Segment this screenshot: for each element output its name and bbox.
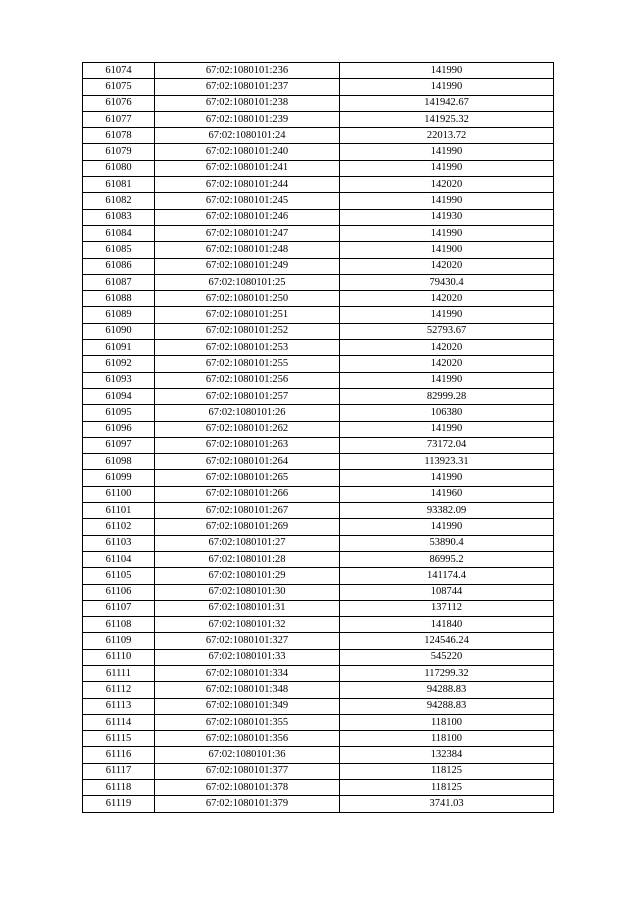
value-cell: 137112 [340,600,554,616]
value-cell: 141990 [340,470,554,486]
row-number-cell: 61077 [83,111,155,127]
table-row [83,356,554,372]
cadastral-number-cell: 67:02:1080101:252 [155,323,340,339]
cadastral-number-cell: 67:02:1080101:29 [155,568,340,584]
cadastral-number-cell: 67:02:1080101:246 [155,209,340,225]
table-row [83,307,554,323]
value-cell: 141174.4 [340,568,554,584]
value-cell: 142020 [340,291,554,307]
row-number-cell: 61091 [83,340,155,356]
table-body [83,63,554,813]
cadastral-number-cell: 67:02:1080101:253 [155,340,340,356]
value-cell: 117299.32 [340,665,554,681]
value-cell: 545220 [340,649,554,665]
table-row [83,79,554,95]
table-row [83,649,554,665]
value-cell: 93382.09 [340,503,554,519]
table-row [83,258,554,274]
cadastral-number-cell: 67:02:1080101:334 [155,665,340,681]
value-cell: 141990 [340,63,554,79]
cadastral-number-cell: 67:02:1080101:36 [155,747,340,763]
table-row [83,454,554,470]
cadastral-number-cell: 67:02:1080101:30 [155,584,340,600]
cadastral-number-cell: 67:02:1080101:33 [155,649,340,665]
value-cell: 141990 [340,193,554,209]
row-number-cell: 61076 [83,95,155,111]
row-number-cell: 61095 [83,405,155,421]
cadastral-number-cell: 67:02:1080101:349 [155,698,340,714]
cadastral-number-cell: 67:02:1080101:264 [155,454,340,470]
row-number-cell: 61084 [83,225,155,241]
row-number-cell: 61104 [83,551,155,567]
table-row [83,665,554,681]
row-number-cell: 61116 [83,747,155,763]
row-number-cell: 61111 [83,665,155,681]
cadastral-number-cell: 67:02:1080101:25 [155,274,340,290]
row-number-cell: 61081 [83,177,155,193]
cadastral-number-cell: 67:02:1080101:24 [155,128,340,144]
row-number-cell: 61114 [83,714,155,730]
value-cell: 141990 [340,225,554,241]
cadastral-number-cell: 67:02:1080101:250 [155,291,340,307]
value-cell: 118100 [340,714,554,730]
row-number-cell: 61086 [83,258,155,274]
cadastral-number-cell: 67:02:1080101:256 [155,372,340,388]
value-cell: 106380 [340,405,554,421]
row-number-cell: 61094 [83,388,155,404]
cadastral-number-cell: 67:02:1080101:241 [155,160,340,176]
value-cell: 141990 [340,372,554,388]
cadastral-number-cell: 67:02:1080101:244 [155,177,340,193]
row-number-cell: 61105 [83,568,155,584]
row-number-cell: 61119 [83,796,155,812]
table-row [83,568,554,584]
table-row [83,193,554,209]
cadastral-number-cell: 67:02:1080101:267 [155,503,340,519]
table-row [83,486,554,502]
table-row [83,160,554,176]
value-cell: 118125 [340,763,554,779]
table-row [83,584,554,600]
table-row [83,731,554,747]
cadastral-number-cell: 67:02:1080101:27 [155,535,340,551]
value-cell: 141840 [340,617,554,633]
value-cell: 124546.24 [340,633,554,649]
value-cell: 118125 [340,780,554,796]
cadastral-number-cell: 67:02:1080101:245 [155,193,340,209]
value-cell: 108744 [340,584,554,600]
value-cell: 22013.72 [340,128,554,144]
table-row [83,388,554,404]
table-row [83,682,554,698]
value-cell: 141990 [340,519,554,535]
row-number-cell: 61107 [83,600,155,616]
cadastral-number-cell: 67:02:1080101:377 [155,763,340,779]
row-number-cell: 61113 [83,698,155,714]
table-row [83,747,554,763]
row-number-cell: 61115 [83,731,155,747]
table-row [83,503,554,519]
row-number-cell: 61092 [83,356,155,372]
row-number-cell: 61087 [83,274,155,290]
cadastral-number-cell: 67:02:1080101:257 [155,388,340,404]
table-row [83,519,554,535]
table-row [83,63,554,79]
value-cell: 141942.67 [340,95,554,111]
cadastral-number-cell: 67:02:1080101:379 [155,796,340,812]
table-row [83,405,554,421]
row-number-cell: 61117 [83,763,155,779]
value-cell: 52793.67 [340,323,554,339]
value-cell: 142020 [340,177,554,193]
table-row [83,177,554,193]
value-cell: 141990 [340,144,554,160]
cadastral-number-cell: 67:02:1080101:31 [155,600,340,616]
table-row [83,242,554,258]
table-row [83,780,554,796]
value-cell: 3741.03 [340,796,554,812]
cadastral-number-cell: 67:02:1080101:266 [155,486,340,502]
cadastral-number-cell: 67:02:1080101:378 [155,780,340,796]
cadastral-number-cell: 67:02:1080101:251 [155,307,340,323]
table-row [83,95,554,111]
row-number-cell: 61088 [83,291,155,307]
row-number-cell: 61118 [83,780,155,796]
cadastral-number-cell: 67:02:1080101:28 [155,551,340,567]
cadastral-number-cell: 67:02:1080101:26 [155,405,340,421]
table-row [83,617,554,633]
cadastral-number-cell: 67:02:1080101:248 [155,242,340,258]
cadastral-number-cell: 67:02:1080101:327 [155,633,340,649]
cadastral-number-cell: 67:02:1080101:356 [155,731,340,747]
table-row [83,111,554,127]
row-number-cell: 61093 [83,372,155,388]
cadastral-number-cell: 67:02:1080101:238 [155,95,340,111]
value-cell: 141900 [340,242,554,258]
table-row [83,535,554,551]
row-number-cell: 61074 [83,63,155,79]
table-row [83,600,554,616]
row-number-cell: 61089 [83,307,155,323]
table-row [83,633,554,649]
value-cell: 79430.4 [340,274,554,290]
value-cell: 94288.83 [340,682,554,698]
value-cell: 142020 [340,340,554,356]
table-row [83,291,554,307]
cadastral-number-cell: 67:02:1080101:247 [155,225,340,241]
value-cell: 141925.32 [340,111,554,127]
row-number-cell: 61082 [83,193,155,209]
table-row [83,274,554,290]
row-number-cell: 61109 [83,633,155,649]
value-cell: 141930 [340,209,554,225]
table-row [83,144,554,160]
cadastral-number-cell: 67:02:1080101:239 [155,111,340,127]
table-row [83,128,554,144]
value-cell: 141990 [340,160,554,176]
table-row [83,796,554,812]
cadastral-number-cell: 67:02:1080101:355 [155,714,340,730]
data-table [82,62,554,813]
table-row [83,470,554,486]
cadastral-number-cell: 67:02:1080101:263 [155,437,340,453]
cadastral-number-cell: 67:02:1080101:249 [155,258,340,274]
cadastral-number-cell: 67:02:1080101:255 [155,356,340,372]
value-cell: 142020 [340,356,554,372]
table-row [83,714,554,730]
cadastral-number-cell: 67:02:1080101:262 [155,421,340,437]
value-cell: 142020 [340,258,554,274]
table-row [83,340,554,356]
row-number-cell: 61096 [83,421,155,437]
table-row [83,698,554,714]
table-row [83,372,554,388]
table-row [83,763,554,779]
row-number-cell: 61103 [83,535,155,551]
table-row [83,437,554,453]
value-cell: 141990 [340,79,554,95]
row-number-cell: 61079 [83,144,155,160]
value-cell: 86995.2 [340,551,554,567]
value-cell: 141990 [340,307,554,323]
value-cell: 53890.4 [340,535,554,551]
row-number-cell: 61112 [83,682,155,698]
row-number-cell: 61085 [83,242,155,258]
table-row [83,225,554,241]
value-cell: 113923.31 [340,454,554,470]
row-number-cell: 61075 [83,79,155,95]
row-number-cell: 61080 [83,160,155,176]
table-row [83,551,554,567]
value-cell: 94288.83 [340,698,554,714]
row-number-cell: 61101 [83,503,155,519]
cadastral-number-cell: 67:02:1080101:265 [155,470,340,486]
row-number-cell: 61099 [83,470,155,486]
value-cell: 73172.04 [340,437,554,453]
value-cell: 82999.28 [340,388,554,404]
row-number-cell: 61102 [83,519,155,535]
row-number-cell: 61090 [83,323,155,339]
row-number-cell: 61100 [83,486,155,502]
row-number-cell: 61083 [83,209,155,225]
row-number-cell: 61097 [83,437,155,453]
value-cell: 141960 [340,486,554,502]
row-number-cell: 61078 [83,128,155,144]
row-number-cell: 61106 [83,584,155,600]
cadastral-number-cell: 67:02:1080101:32 [155,617,340,633]
cadastral-number-cell: 67:02:1080101:237 [155,79,340,95]
cadastral-number-cell: 67:02:1080101:269 [155,519,340,535]
row-number-cell: 61110 [83,649,155,665]
table-row [83,209,554,225]
value-cell: 141990 [340,421,554,437]
table-row [83,421,554,437]
cadastral-number-cell: 67:02:1080101:348 [155,682,340,698]
table-row [83,323,554,339]
row-number-cell: 61098 [83,454,155,470]
value-cell: 118100 [340,731,554,747]
cadastral-number-cell: 67:02:1080101:236 [155,63,340,79]
row-number-cell: 61108 [83,617,155,633]
value-cell: 132384 [340,747,554,763]
cadastral-number-cell: 67:02:1080101:240 [155,144,340,160]
